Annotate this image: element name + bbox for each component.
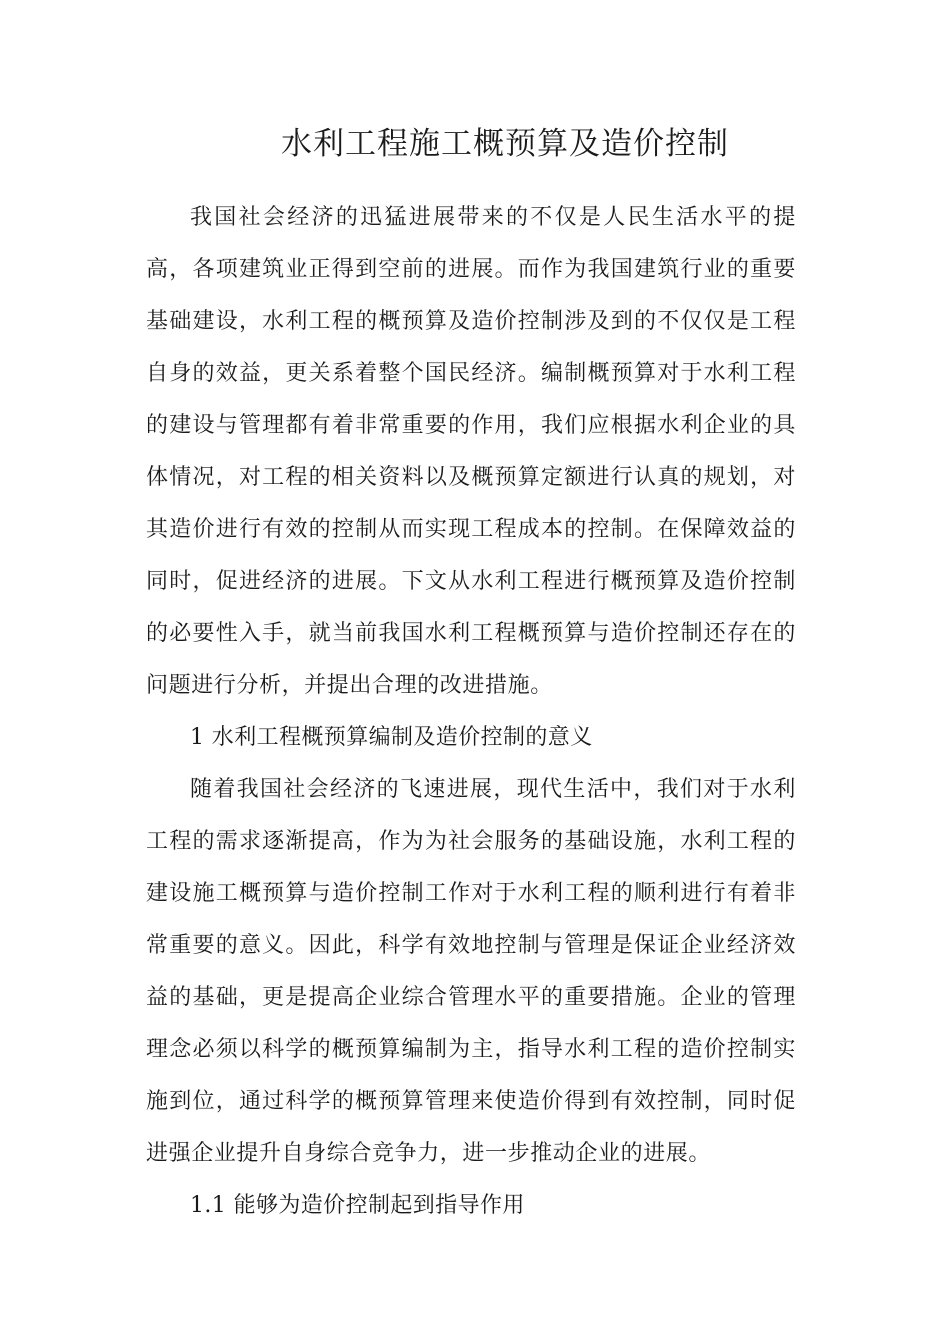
section-heading-1: 1 水利工程概预算编制及造价控制的意义: [190, 725, 593, 750]
paragraph-intro: 我国社会经济的迅猛进展带来的不仅是人民生活水平的提高，各项建筑业正得到空前的进展。而作为我国建筑行业的重要基础建设，水利工程的概预算及造价控制涉及到的不仅仅是工程自身的效益，更关系着整个国民经济。编制概预算对于水利工程的建设与管理都有着非常重要的作用，我们应根据水利企业的具体情况，对工程的相关资料以及概预算定额进行认真的规划，对其造价进行有效的控制从而实现工程成本的控制。在保障效益的同时，促进经济的进展。下文从水利工程进行概预算及造价控制的必要性入手，就当前我国水利工程概预算与造价控制还存在的问题进行分析，并提出合理的改进措施。: [146, 205, 796, 698]
paragraph-section-1: 随着我国社会经济的飞速进展，现代生活中，我们对于水利工程的需求逐渐提高，作为为社会服务的基础设施，水利工程的建设施工概预算与造价控制工作对于水利工程的顺利进行有着非常重要的意义。因此，科学有效地控制与管理是保证企业经济效益的基础，更是提高企业综合管理水平的重要措施。企业的管理理念必须以科学的概预算编制为主，指导水利工程的造价控制实施到位，通过科学的概预算管理来使造价得到有效控制，同时促进强企业提升自身综合竞争力，进一步推动企业的进展。: [146, 777, 796, 1166]
document-title: 水利工程施工概预算及造价控制: [281, 126, 729, 162]
document-body: [146, 192, 796, 1232]
section-heading-1-1: 1.1 能够为造价控制起到指导作用: [190, 1193, 525, 1218]
